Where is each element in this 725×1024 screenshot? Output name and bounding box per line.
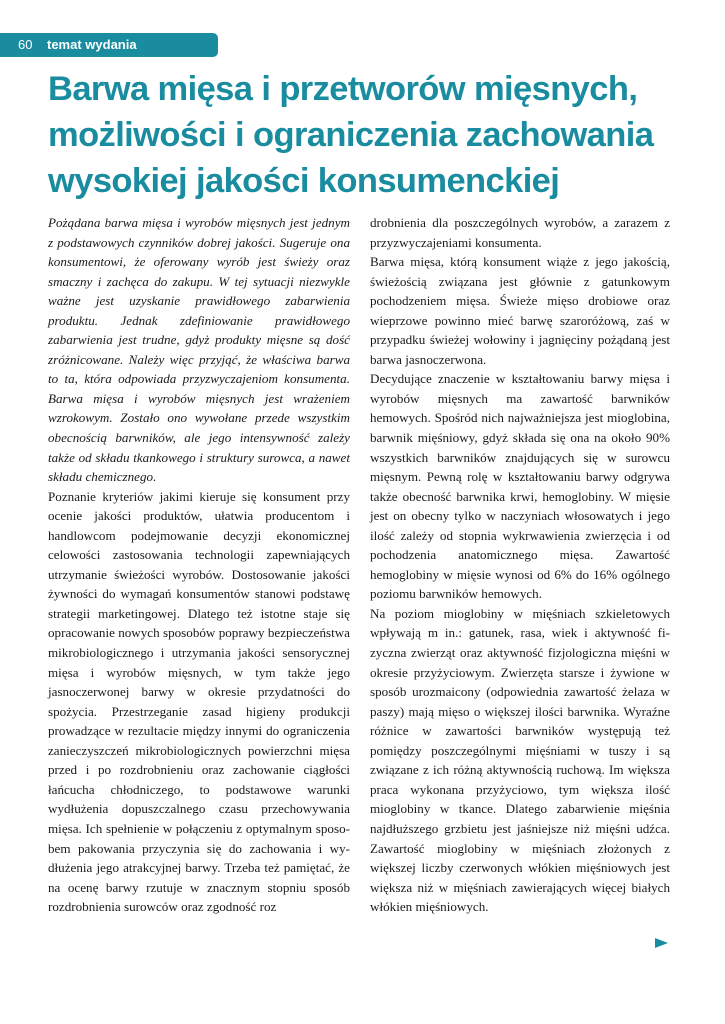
- article-title-line: wysokiej jakości konsumenckiej: [48, 162, 560, 200]
- body-paragraph: Na poziom mioglobiny w mięśniach szkieletowych wpływają m in.: gatunek, rasa, wiek i aktywność fizyczna zwierząt oraz aktywność fizjologiczna mięśni w okresie przyżyciowym. Zwierzęta starsze i żywione w sposób urozmaicony (odpowiednia zawartość żelaza w paszy) mają mięso o większej ilości barwnika. Wyraźne różnice w zawartości barwników występują też pomiędzy poszczególnymi mięśniami w tuszy i są związane z ich różną aktywnością ruchową. Im większa praca wykonana przyżyciowo, tym większa ilość mioglobiny w tkance. Dlatego zabarwienie mięśnia najdłuższego grzbietu jest jaśniejsze niż mięśni udźca. Zawartość mioglobiny w mięśniach złożonych z większej liczby czerwonych włókien mięśniowych jest większa niż w mięśniach zawierających więcej białych włókien mięśniowych.: [370, 605, 670, 915]
- left-column: [48, 213, 350, 917]
- right-column: [370, 213, 670, 917]
- body-paragraph: drobnienia dla poszczególnych wyrobów, a zarazem z przyzwyczajeniami konsumenta.: [370, 215, 670, 250]
- body-paragraph: Decydujące znaczenie w kształtowaniu barwy mięsa i wyrobów mięsnych ma zawartość barwników hemowych. Spośród nich najważniejsza jest mioglobina, barwnik mięśniowy, gdyż składa się ona na około 90% wszystkich barwników znajdujących się w surowcu mięsnym. Pewną rolę w kształtowaniu barwy odgrywa także obecność barwnika krwi, hemoglobiny. W mięsie jest on obecny tylko w naczyniach włosowatych i jego ilość zależy od stopnia wykrwawienia zwierzęcia i od pochodzenia anatomicznego mięsa. Zawartość hemoglobiny w mięsie wynosi od 6% do 16% ogólnego poziomu barwników hemowych.: [370, 371, 670, 602]
- section-label: temat wydania: [47, 37, 137, 52]
- section-header-tab: [0, 33, 218, 57]
- article-title-line: możliwości i ograniczenia zachowania: [48, 116, 654, 154]
- next-page-arrow-icon: [655, 938, 668, 948]
- body-paragraph: Barwa mięsa, którą konsument wiąże z jego jakością, świeżością związana jest głównie z gatunkowym pochodzeniem mięsa. Świeże mięso drobiowe oraz wieprzowe powinno mieć barwę szaroróżową, zaś w przypadku świeżej wołowiny i jagnięciny pożądaną jest barwa jasnoczerwona.: [370, 254, 670, 367]
- article-title-line: Barwa mięsa i przetworów mięsnych,: [48, 70, 638, 108]
- body-paragraph: Poznanie kryteriów jakimi kieruje się konsument przy ocenie jakości produktów, ułatwia producentom i handlowcom podejmowanie decyzji ekonomicznej celowości zastosowania technologii zapewniających utrzymanie świeżości wyrobów. Dostosowanie jakości żywności do wymagań konsumentów stanowi podstawę strategii marketingowej. Dlatego też istotne staje się opracowanie nowych sposobów poprawy bezpieczeństwa mikrobiologicznego i utrzymania jakości sensorycznej mięsa i wyrobów mięsnych, w tym także jego jasnoczerwonej barwy w okresie przydatności do spożycia. Przestrzeganie zasad higieny produkcji prowadzące w rezultacie między innymi do ograniczenia zanieczyszczeń mikrobiologicznych powierzchni mięsa przed i po rozdrobnieniu oraz zachowanie ciągłości łańcucha chłodniczego, to podstawowe warunki wydłużenia dopuszczalnego czasu przechowywania mięsa. Ich spełnienie w połączeniu z optymalnym sposobem pakowania przyczynia się do zachowania i wydłużenia jego atrakcyjnej barwy. Trzeba też pamiętać, że na ocenę barwy rzutuje w znacznym stopniu sposób rozdrobnienia surowców oraz zgodność roz: [48, 488, 350, 915]
- lead-paragraph: Pożądana barwa mięsa i wyrobów mięsnych jest jednym z podstawowych czynników dobrej jakości. Sugeruje ona konsumentowi, że oferowany wyrób jest świeży oraz smaczny i zachęca do zakupu. W tej sytuacji niezwykle ważne jest uzyskanie prawidłowego zabarwienia produktu. Jednak zdefiniowanie prawidłowego zabarwienia jest trudne, gdyż produkty mięsne są dość zróżnicowane. Należy więc przyjąć, że właściwa barwa to ta, która odpowiada przyzwyczajeniom konsumenta. Barwa mięsa i wyrobów mięsnych jest wrażeniem wzrokowym. Zostało ono wywołane przede wszystkim obecnością barwników, ale jego intensywność zależy także od składu tkankowego i struktury surowca, a nawet składu chemicznego.: [48, 215, 350, 485]
- page-number: 60: [18, 37, 33, 52]
- article-title: [48, 66, 688, 204]
